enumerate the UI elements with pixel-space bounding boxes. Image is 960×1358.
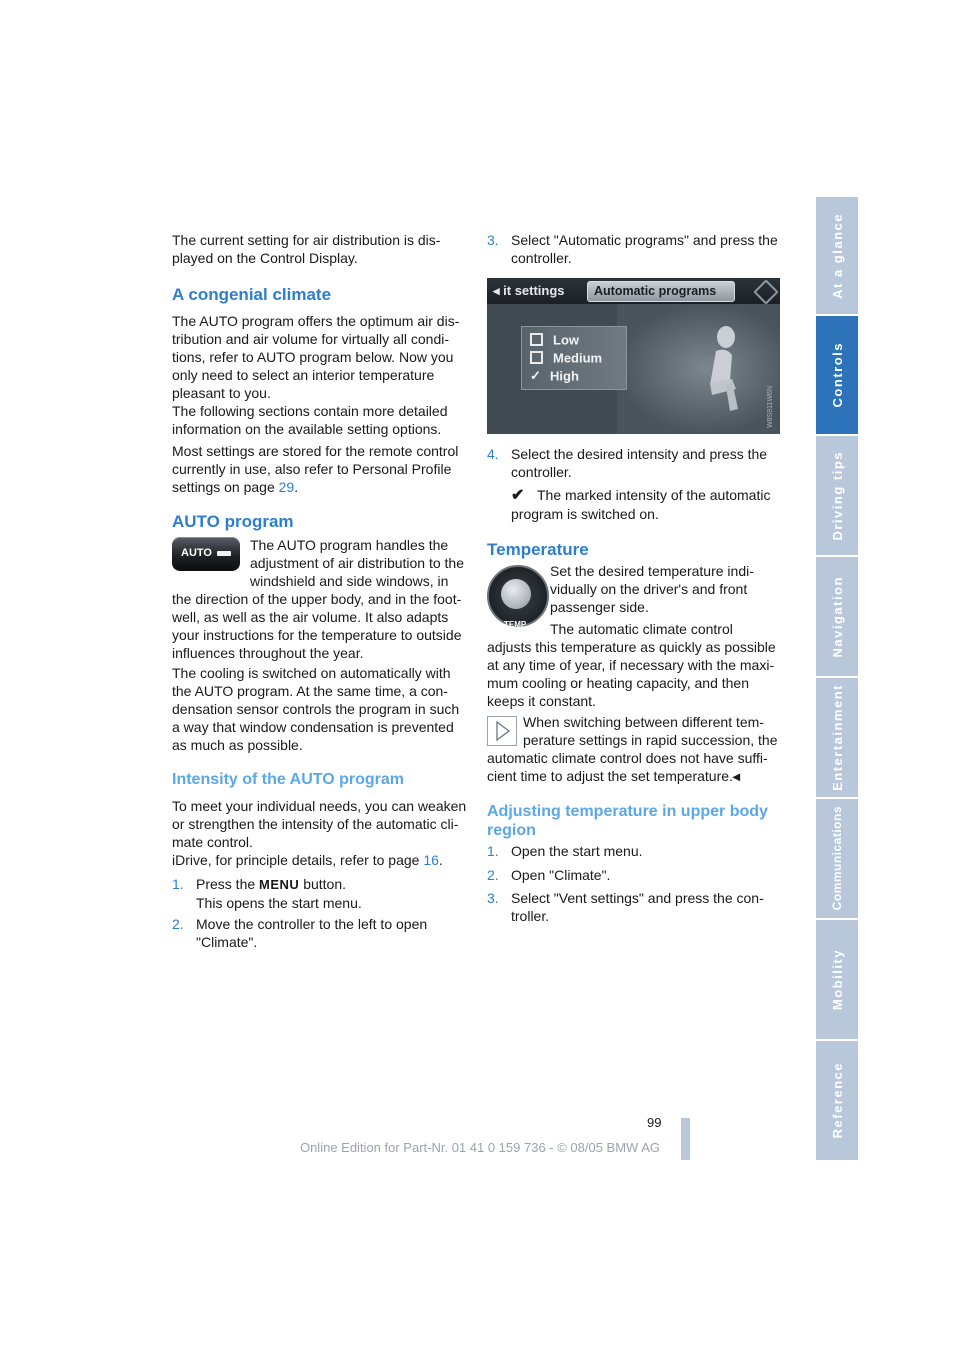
heading-temperature: Temperature: [487, 540, 589, 559]
auto-paragraph-1: the direction of the upper body, and in the foot- well, as well as the air volume. It also adapts your instructions for the temperature to outside influences throughout the year.: [172, 591, 462, 661]
temperature-paragraph-1: Set the desired temperature indi- vidually on the driver's and front passenger side.: [550, 563, 754, 615]
heading-congenial-climate: A congenial climate: [172, 285, 332, 304]
upper-step-3: 3. Select "Vent settings" and press the con- troller.: [487, 890, 764, 924]
option-medium-checkbox: [530, 351, 543, 364]
page-number: 99: [647, 1115, 662, 1130]
knob-label: TEMP: [504, 620, 527, 629]
option-high-label: High: [550, 368, 579, 384]
temperature-knob-image: [487, 565, 547, 633]
screen-active-tab: [587, 281, 735, 302]
tab-label: Driving tips: [829, 450, 845, 541]
tab-driving-tips[interactable]: [816, 436, 858, 555]
footer-text: Online Edition for Part-Nr. 01 41 0 159 736 - © 08/05 BMW AG: [299, 1140, 661, 1155]
upper-step-2: 2. Open "Climate".: [487, 867, 611, 883]
heading-intensity: Intensity of the AUTO program: [172, 771, 405, 788]
congenial-paragraph-2: The following sections contain more detailed information on the available setting options.: [172, 403, 448, 437]
option-low-checkbox: [530, 333, 543, 346]
upper-step-1: 1. Open the start menu.: [487, 843, 643, 859]
tab-label: Entertainment: [829, 684, 845, 791]
tab-label: Controls: [829, 342, 845, 408]
step-4: 4. Select the desired intensity and press the controller.: [487, 446, 768, 480]
tab-navigation[interactable]: [816, 557, 858, 676]
tab-communications[interactable]: [816, 799, 858, 918]
screen-options-panel: [521, 326, 627, 390]
congenial-paragraph-1: The AUTO program offers the optimum air dis- tribution and air volume for virtually all condi- tions, refer to AUTO program below. Now you only need to select an interior temperature pleasant to you.: [172, 313, 460, 401]
tab-label: Communications: [830, 806, 844, 911]
auto-button-label: AUTO: [181, 547, 212, 559]
step-1: 1. Press the MENU button. This opens the start menu.: [172, 876, 362, 911]
auto-paragraph-2: The cooling is switched on automatically with the AUTO program. At the same time, a con- densation sensor controls the program in such a way that window condensation is prevented as much as possible.: [172, 665, 460, 753]
tab-label: Navigation: [829, 575, 845, 658]
menu-button-icon: MENU: [259, 877, 300, 892]
chapter-tabs: [816, 197, 858, 1160]
heading-upper-body: Adjusting temperature in upper body region: [487, 803, 768, 839]
intensity-paragraph-2: iDrive, for principle details, refer to page 16.: [172, 852, 443, 868]
screen-image-code: W8S911W6N: [767, 386, 774, 428]
tab-at-a-glance[interactable]: [816, 197, 858, 314]
temperature-paragraph-2: adjusts this temperature as quickly as possible at any time of year, if necessary with the maxi- mum cooling or heating capacity, and then keeps it constant.: [487, 639, 776, 709]
screen-back-tab: ◂ it settings: [493, 283, 565, 298]
screen-active-tab-label: Automatic programs: [594, 284, 717, 298]
option-medium-label: Medium: [553, 350, 603, 366]
end-mark-icon: ◂: [732, 768, 740, 784]
check-mark-icon: ✔: [511, 487, 525, 504]
tab-entertainment[interactable]: [816, 678, 858, 797]
tab-mobility[interactable]: [816, 920, 858, 1039]
tab-label: At a glance: [829, 212, 845, 299]
seated-person-icon: [692, 323, 752, 413]
note-triangle-icon: [488, 717, 516, 745]
auto-indicator-icon: [217, 551, 231, 556]
intensity-paragraph-1: To meet your individual needs, you can weaken or strengthen the intensity of the automatic cli- mate control.: [172, 798, 467, 850]
step-2: 2. Move the controller to the left to open "Climate".: [172, 916, 428, 950]
page-link-16[interactable]: 16: [423, 852, 439, 868]
temperature-paragraph-2-wrap: The automatic climate control: [550, 621, 733, 637]
page-link-29[interactable]: 29: [278, 479, 295, 495]
option-medium[interactable]: [530, 349, 602, 367]
option-high-checked-icon: ✓: [530, 367, 541, 383]
option-low[interactable]: [530, 331, 579, 349]
option-low-label: Low: [553, 332, 579, 348]
step-3: 3. Select "Automatic programs" and press the controller.: [487, 232, 778, 266]
step-4-note: ✔ The marked intensity of the automatic program is switched on.: [511, 487, 771, 522]
auto-button-image: [172, 537, 240, 571]
heading-auto-program: AUTO program: [172, 512, 294, 531]
note-paragraph: automatic climate control does not have suffi- cient time to adjust the set temperature.◂: [487, 750, 768, 784]
note-paragraph-wrap: When switching between different tem- perature settings in rapid succession, the: [523, 714, 778, 748]
control-display-screenshot: [487, 278, 780, 434]
note-icon: [487, 716, 517, 746]
tab-label: Mobility: [829, 948, 845, 1011]
intro-paragraph: The current setting for air distribution is dis- played on the Control Display.: [172, 232, 441, 266]
option-high[interactable]: [530, 367, 579, 385]
congenial-paragraph-3: Most settings are stored for the remote control currently in use, also refer to Personal Profile settings on page 29.: [172, 443, 459, 495]
auto-paragraph-1-wrap: The AUTO program handles the adjustment of air distribution to the windshield and side windows, in: [250, 537, 465, 589]
tab-label: Reference: [829, 1062, 845, 1139]
tab-controls[interactable]: [816, 316, 858, 434]
